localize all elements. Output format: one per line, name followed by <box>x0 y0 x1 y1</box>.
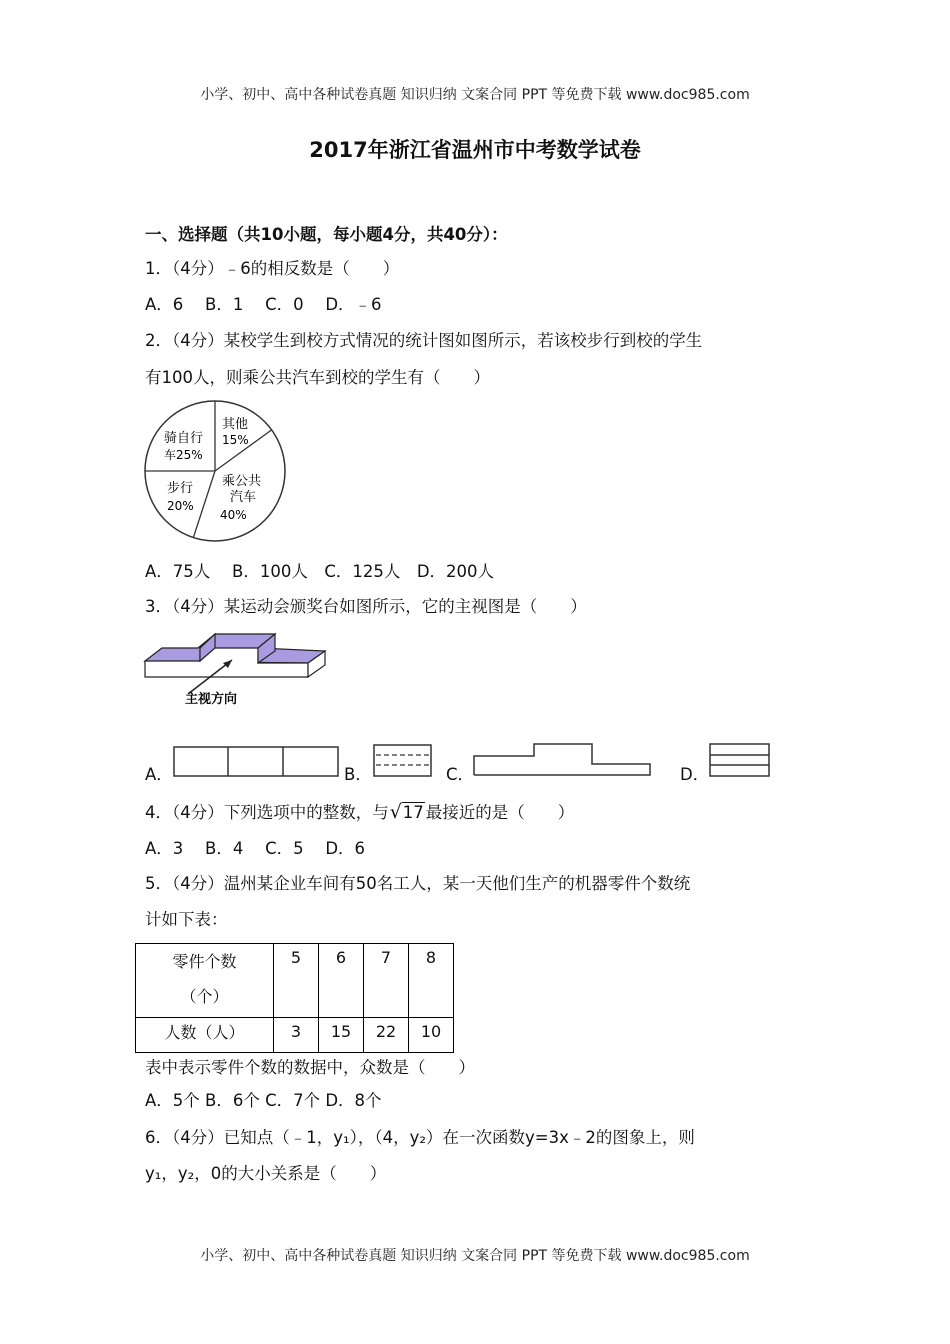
section-heading: 一、选择题（共10小题，每小题4分，共40分）： <box>145 225 508 244</box>
q4-stem <box>145 801 574 825</box>
q3-option-d-figure <box>708 742 772 778</box>
q3-option-c-label: C． <box>446 765 475 784</box>
q5-stem-line1: 5．（4分）温州某企业车间有50名工人，某一天他们生产的机器零件个数统 <box>145 874 691 893</box>
slice-label-bus-1: 乘公共 <box>222 474 262 489</box>
q1-stem: 1．（4分）﹣6的相反数是（ ） <box>145 259 400 278</box>
page-footer: 小学、初中、高中各种试卷真题 知识归纳 文案合同 PPT 等免费下载 www.doc985.com <box>200 1248 750 1264</box>
page-header: 小学、初中、高中各种试卷真题 知识归纳 文案合同 PPT 等免费下载 www.doc985.com <box>200 87 750 103</box>
q4-stem-after: 最接近的是（ ） <box>425 803 575 822</box>
table-header-parts <box>136 944 274 1018</box>
q4-stem-before: 4．（4分）下列选项中的整数，与 <box>145 803 389 822</box>
q6-stem-line2: y₁，y₂，0的大小关系是（ ） <box>145 1164 387 1183</box>
q5-stem-line2: 计如下表： <box>145 910 228 929</box>
q1-options: A．6 B．1 C．0 D．﹣6 <box>145 295 382 314</box>
q3-option-a-figure <box>172 745 340 779</box>
table-cell: 10 <box>409 1018 454 1053</box>
q3-option-d-label: D． <box>680 765 710 784</box>
slice-label-other-2: 15% <box>222 433 249 447</box>
slice-label-bike-1: 骑自行 <box>164 431 204 446</box>
sqrt-symbol: √ 17 <box>389 801 424 823</box>
q5-question: 表中表示零件个数的数据中，众数是（ ） <box>145 1058 475 1077</box>
q2-options: A．75人 B．100人 C．125人 D．200人 <box>145 562 495 581</box>
q3-option-c-figure <box>472 742 654 778</box>
q4-options: A．3 B．4 C．5 D．6 <box>145 839 366 858</box>
slice-label-bus-3: 40% <box>220 508 247 522</box>
table-row <box>136 944 454 1018</box>
podium-figure <box>140 626 335 716</box>
table-cell: 6 <box>319 944 364 1018</box>
header-text-1: 零件个数 <box>172 952 237 971</box>
table-cell: 22 <box>364 1018 409 1053</box>
table-cell: 7 <box>364 944 409 1018</box>
q3-option-a-label: A． <box>145 765 173 784</box>
slice-label-other-1: 其他 <box>222 417 249 432</box>
table-cell: 5 <box>274 944 319 1018</box>
parts-table <box>135 943 454 1053</box>
table-cell: 8 <box>409 944 454 1018</box>
q4-radicand: 17 <box>402 803 424 822</box>
q2-stem-line2: 有100人，则乘公共汽车到校的学生有（ ） <box>145 368 490 387</box>
slice-label-walk-1: 步行 <box>167 481 194 496</box>
slice-label-bus-2: 汽车 <box>230 490 257 505</box>
table-row <box>136 1018 454 1053</box>
q2-stem-line1: 2．（4分）某校学生到校方式情况的统计图如图所示，若该校步行到校的学生 <box>145 331 703 350</box>
table-cell: 3 <box>274 1018 319 1053</box>
view-direction-label: 主视方向 <box>185 692 238 707</box>
page-title: 2017年浙江省温州市中考数学试卷 <box>309 138 641 162</box>
slice-label-walk-2: 20% <box>167 499 194 513</box>
q3-option-b-label: B． <box>344 765 372 784</box>
table-header-people: 人数（人） <box>136 1018 274 1053</box>
pie-chart <box>140 396 290 546</box>
q6-stem-line1: 6．（4分）已知点（﹣1，y₁），（4，y₂）在一次函数y=3x﹣2的图象上，则 <box>145 1128 695 1147</box>
header-text-2: （个） <box>180 987 229 1006</box>
q3-stem: 3．（4分）某运动会颁奖台如图所示，它的主视图是（ ） <box>145 597 587 616</box>
q3-option-b-figure <box>372 743 434 779</box>
slice-label-bike-2: 车25% <box>164 448 203 462</box>
table-cell: 15 <box>319 1018 364 1053</box>
q5-options: A．5个 B．6个 C．7个 D．8个 <box>145 1091 382 1110</box>
